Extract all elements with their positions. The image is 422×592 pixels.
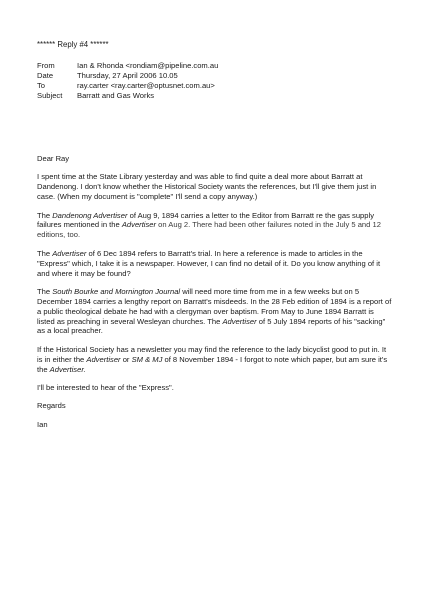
from-label: From (37, 61, 55, 70)
to-value: ray.carter <ray.carter@optusnet.com.au> (77, 81, 215, 90)
paragraph-1: I spent time at the State Library yesterday and was able to find quite a deal more about Barratt at Dandenong. I don't know whether the Historical Society wants the references, but I'll give them just in case. (When my document is "complete" I'll send a copy anyway.) (37, 172, 377, 202)
p2-text-2: of Aug 9, 1894 carries a letter to the Editor from Barratt re the gas supply failures mentioned in the (37, 210, 374, 230)
p5-italic-3: Advertiser. (49, 364, 86, 374)
paragraph-3 (37, 249, 393, 279)
paragraph-4 (37, 287, 393, 336)
letter-body (37, 154, 393, 438)
p5-italic-2: SM & MJ (131, 354, 163, 364)
p5-text-1: If the Historical Society has a newsletter you may find the reference to the lady bicyclist good to put in. It is in either the (37, 344, 387, 364)
p3-italic-1: Advertiser (52, 248, 87, 258)
from-value: Ian & Rhonda <rondiam@pipeline.com.au (77, 61, 219, 70)
p2-text-3: on Aug 2. There had been other failures noted in the July 5 and 12 editions, too. (37, 220, 381, 240)
salutation: Dear Ray (37, 154, 70, 163)
p5-italic-1: Advertiser (86, 354, 121, 364)
p4-italic-2: Advertiser (222, 316, 257, 326)
to-row (37, 81, 218, 91)
closing: Regards (37, 401, 66, 411)
p2-italic-1: Dandenong Advertiser (52, 210, 128, 220)
p3-text-1: The (37, 248, 53, 258)
p4-text-2: will need more time from me in a few weeks but on 5 December 1894 carries a lengthy report on Barratt's misdeeds. In the 28 Feb edition of 1894 is a report of a public theological debate he had with a clergyman over baptism. From May to June 1894 Barratt is listed as preaching in several Wesleyan churches. The (37, 286, 392, 326)
p3-text-2: of 6 Dec 1894 refers to Barratt's trial. In here a reference is made to articles in the "Express" which, I take it is a newspaper. However, I can find no detail of it. Do you know anything of it and where it may be found? (37, 248, 381, 278)
date-value: Thursday, 27 April 2006 10.05 (77, 71, 178, 80)
reply-header: ****** Reply #4 ****** (37, 40, 109, 49)
date-row (37, 71, 218, 81)
paragraph-5 (37, 345, 393, 375)
signature: Ian (37, 419, 48, 429)
email-header (37, 61, 218, 101)
from-row (37, 61, 218, 71)
p2-text-1: The (37, 210, 53, 220)
paragraph-6: I'll be interested to hear of the "Express". (37, 383, 174, 393)
date-label: Date (37, 71, 54, 80)
p5-text-3: of 8 November 1894 - I forgot to note which paper, but am sure it's the (37, 354, 388, 374)
subject-label: Subject (37, 91, 63, 100)
p4-italic-1: South Bourke and Mornington Journal (52, 286, 181, 296)
to-label: To (37, 81, 46, 90)
p4-text-1: The (37, 286, 53, 296)
p2-italic-2: Advertiser (121, 220, 157, 230)
subject-value: Barratt and Gas Works (77, 91, 155, 100)
p5-text-2: or (120, 354, 132, 364)
paragraph-2 (37, 211, 393, 241)
subject-row (37, 91, 218, 101)
p4-text-3: of 5 July 1894 reports of his "sacking" as a local preacher. (37, 316, 386, 336)
